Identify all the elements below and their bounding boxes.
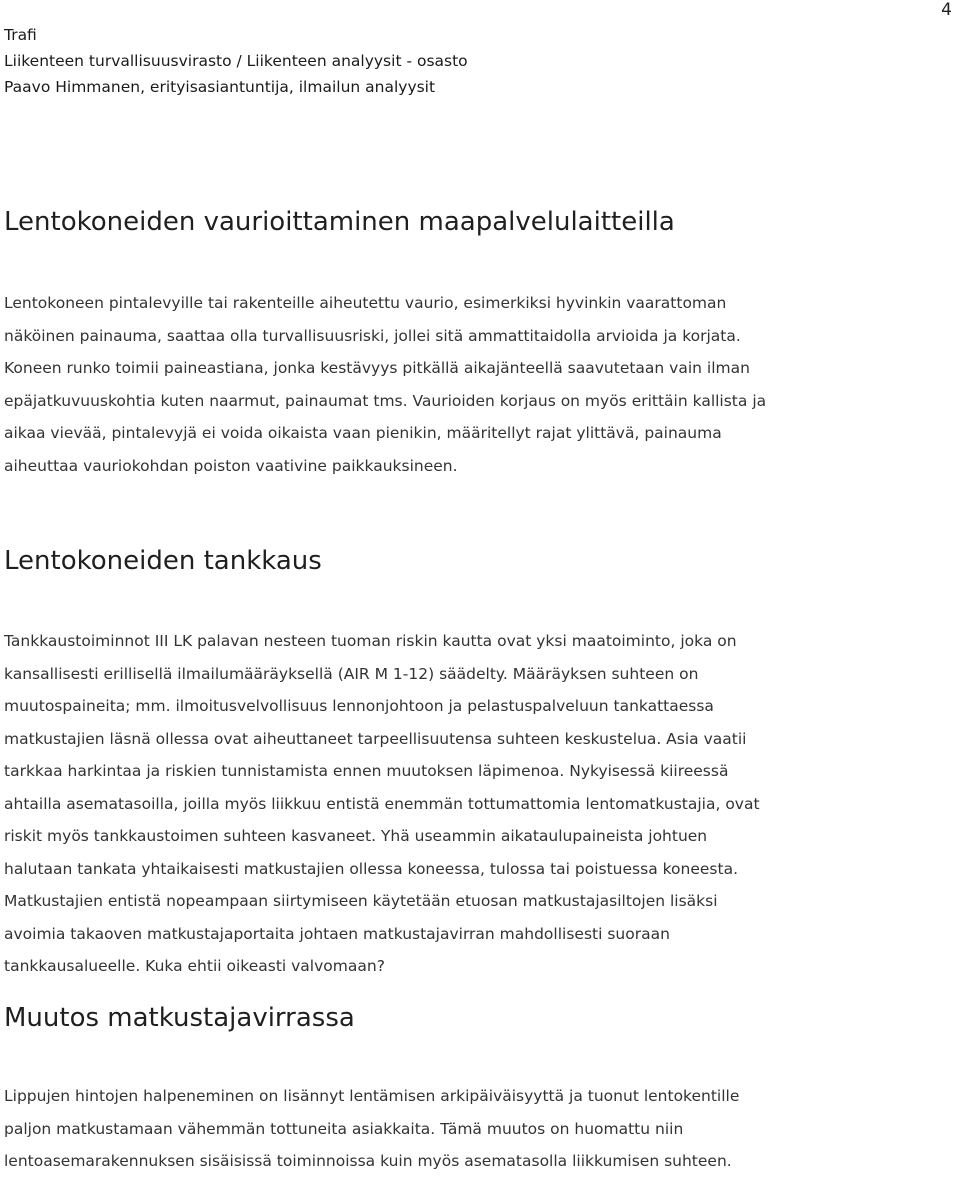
paragraph-line: kansallisesti erillisellä ilmailumääräyksellä (AIR M 1-12) säädelty. Määräyksen suhteen on (4, 664, 699, 683)
paragraph-line: halutaan tankata yhtaikaisesti matkustajien ollessa koneessa, tulossa tai poistuessa koneesta. (4, 859, 739, 878)
header-department: Liikenteen turvallisuusvirasto / Liikenteen analyysit - osasto (4, 52, 468, 70)
paragraph-line: epäjatkuvuuskohtia kuten naarmut, painaumat tms. Vaurioiden korjaus on myös erittäin kallista ja (4, 391, 767, 410)
paragraph-line: Tankkaustoiminnot III LK palavan nesteen tuoman riskin kautta ovat yksi maatoiminto, joka on (4, 632, 737, 650)
paragraph-line: tarkkaa harkintaa ja riskien tunnistamista ennen muutoksen läpimenoa. Nykyisessä kiireessä (4, 762, 729, 780)
paragraph-line: tankkausalueelle. Kuka ehtii oikeasti valvomaan? (4, 957, 385, 975)
document-header (4, 22, 468, 100)
section-heading: Lentokoneiden vaurioittaminen maapalvelulaitteilla (4, 207, 675, 237)
paragraph-line: matkustajien läsnä ollessa ovat aiheuttaneet tarpeellisuutensa suhteen keskustelua. Asia vaatii (4, 729, 747, 748)
paragraph-line: riskit myös tankkaustoimen suhteen kasvaneet. Yhä useammin aikataulupaineista johtuen (4, 827, 708, 845)
section-heading: Lentokoneiden tankkaus (4, 546, 322, 576)
page-number: 4 (941, 0, 952, 20)
header-author: Paavo Himmanen, erityisasiantuntija, ilmailun analyysit (4, 78, 436, 96)
section-paragraph (4, 287, 944, 482)
section-heading: Muutos matkustajavirrassa (4, 1003, 355, 1033)
paragraph-line: Lentokoneen pintalevyille tai rakenteille aiheutettu vaurio, esimerkiksi hyvinkin vaarattoman (4, 294, 727, 312)
paragraph-line: muutospaineita; mm. ilmoitusvelvollisuus lennonjohtoon ja pelastuspalveluun tankattaessa (4, 697, 714, 715)
paragraph-line: aiheuttaa vauriokohdan poiston vaativine paikkauksineen. (4, 456, 458, 475)
section-paragraph (4, 625, 944, 983)
paragraph-line: Matkustajien entistä nopeampaan siirtymiseen käytetään etuosan matkustajasiltojen lisäksi (4, 892, 718, 910)
section-paragraph (4, 1080, 944, 1178)
section-ground-equipment-damage (4, 206, 944, 482)
paragraph-line: näköinen painauma, saattaa olla turvallisuusriski, jollei sitä ammattitaidolla arvioida ja korjata. (4, 326, 741, 345)
paragraph-line: paljon matkustamaan vähemmän tottuneita asiakkaita. Tämä muutos on huomattu niin (4, 1119, 684, 1138)
section-refueling (4, 545, 944, 983)
paragraph-line: avoimia takaoven matkustajaportaita johtaen matkustajavirran mahdollisesti suoraan (4, 924, 670, 943)
section-passenger-flow (4, 1002, 944, 1178)
paragraph-line: Koneen runko toimii paineastiana, jonka kestävyys pitkällä aikajänteellä saavutetaan vain ilman (4, 359, 750, 377)
paragraph-line: lentoasemarakennuksen sisäisissä toiminnoissa kuin myös asematasolla liikkumisen suhteen. (4, 1152, 732, 1170)
paragraph-line: ahtailla asematasoilla, joilla myös liikkuu entistä enemmän tottumattomia lentomatkustajia, ovat (4, 794, 760, 813)
header-organization: Trafi (4, 26, 37, 44)
paragraph-line: aikaa vievää, pintalevyjä ei voida oikaista vaan pienikin, määritellyt rajat ylittävä, painauma (4, 424, 722, 442)
paragraph-line: Lippujen hintojen halpeneminen on lisännyt lentämisen arkipäiväisyyttä ja tuonut lentokentille (4, 1087, 740, 1105)
